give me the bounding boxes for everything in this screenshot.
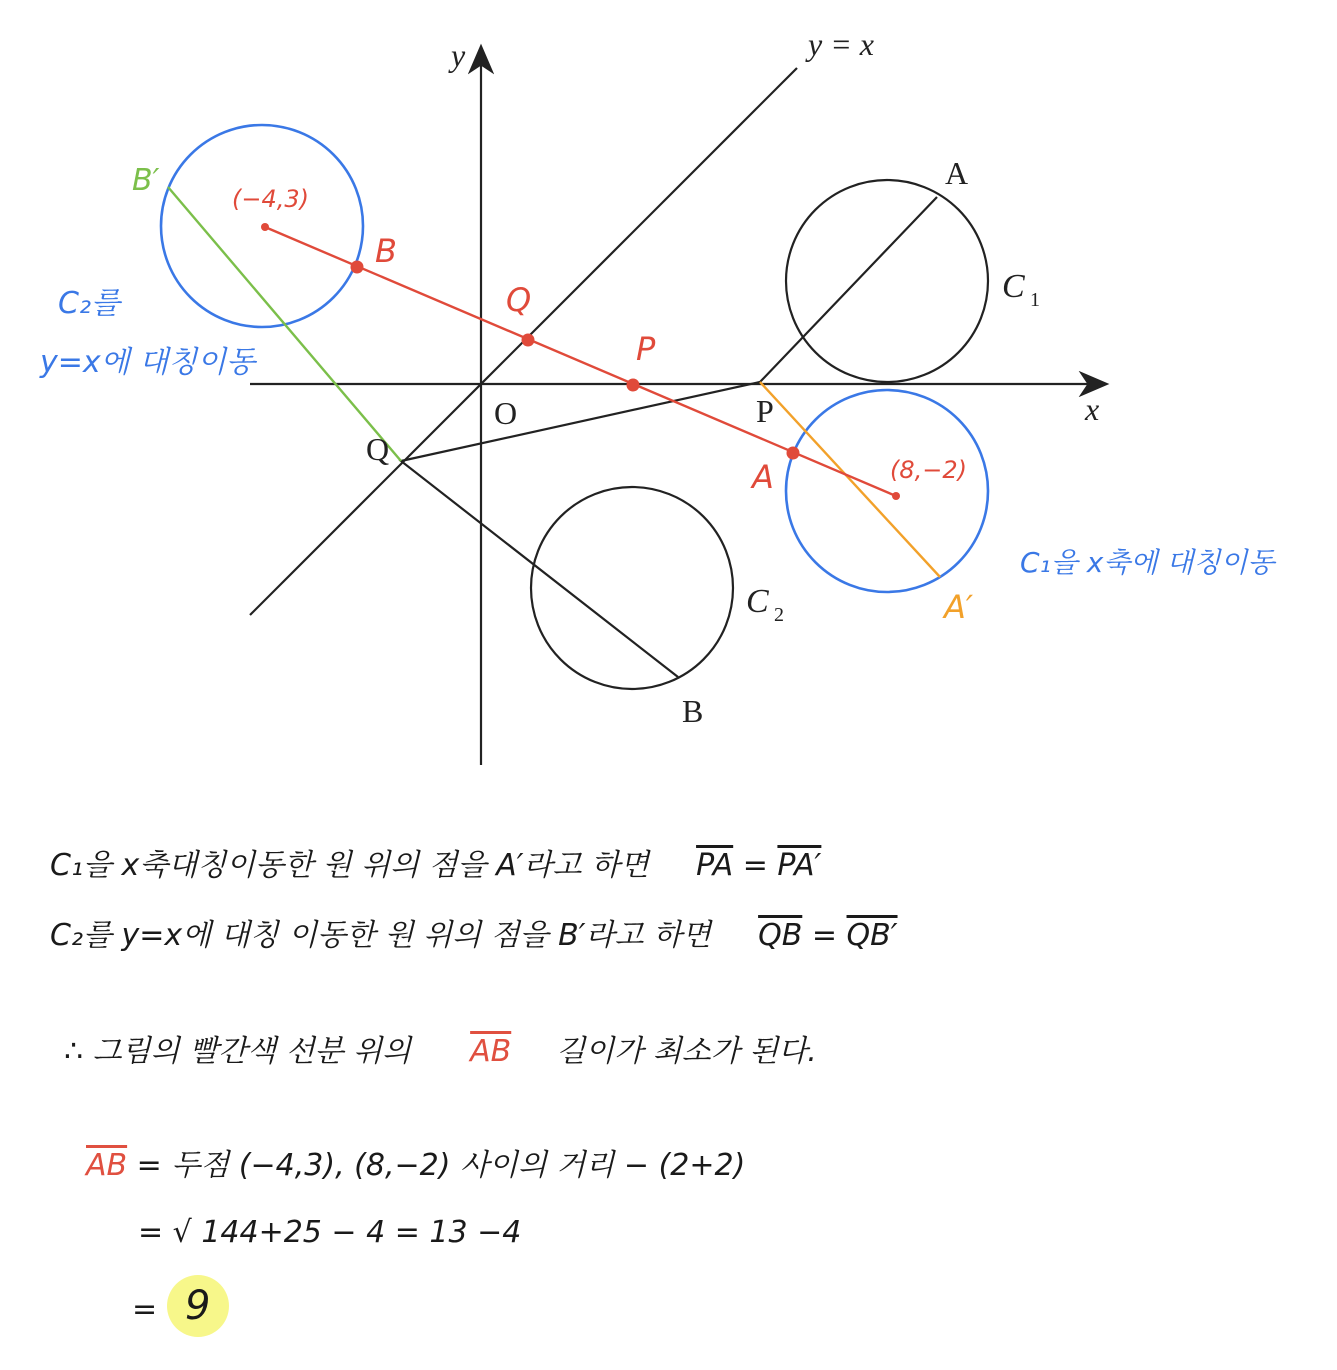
note-line-4 (86, 1140, 745, 1184)
label-circle-c2-sub: 2 (774, 604, 784, 626)
equals-sign-final: = (132, 1292, 158, 1327)
label-b-red: B (375, 232, 397, 270)
final-answer: 9 (167, 1275, 229, 1337)
label-axis-y: y (451, 37, 466, 73)
label-origin: O (494, 395, 518, 431)
label-point-q: Q (366, 431, 390, 467)
note-line-1 (50, 840, 821, 884)
label-q-red: Q (506, 281, 532, 319)
segment-ab-red: $\overline{AB}$ (86, 1148, 128, 1183)
note-blue-c2: C₂를 (58, 286, 120, 321)
label-a-red: A (752, 458, 774, 496)
note-line-2 (50, 910, 898, 954)
label-a-prime-orange: A′ (944, 588, 974, 626)
label-point-p: P (756, 393, 774, 429)
label-line-y-equals-x: y = x (808, 26, 874, 62)
label-point-a: A (945, 155, 969, 191)
segment-q-b-prime (168, 187, 401, 461)
label-point-b: B (682, 693, 704, 729)
equals-sign-1: = (742, 848, 768, 883)
label-center-left: (−4,3) (232, 185, 310, 213)
equals-sign-2: = (811, 918, 837, 953)
note-line-4-text: = 두점 (−4,3), (8,−2) 사이의 거리 − (2+2) (136, 1148, 746, 1183)
red-point-a (787, 447, 800, 460)
segment-qb: $\overline{QB}$ (758, 918, 803, 953)
label-axis-x: x (1085, 391, 1100, 427)
red-point-p (627, 379, 640, 392)
label-circle-c1: C (1002, 268, 1025, 305)
segment-pa-prime: PA′ (777, 848, 822, 883)
center-right-dot (892, 492, 900, 500)
label-circle-c2: C (746, 583, 769, 620)
note-line-3-post: 길이가 최소가 된다. (556, 1034, 817, 1069)
note-line-3-pre: ∴ 그림의 빨간색 선분 위의 (64, 1034, 412, 1069)
note-line-2-text: C₂를 y=x에 대칭 이동한 원 위의 점을 B′라고 하면 (50, 918, 711, 953)
label-p-red: P (636, 330, 656, 368)
segment-pa: $\overline{PA}$ (696, 848, 734, 883)
circle-c2 (531, 487, 733, 689)
circle-c1 (786, 180, 988, 382)
note-blue-reflect-yx: y=x에 대칭이동 (40, 345, 256, 380)
label-b-prime-green: B′ (132, 163, 160, 198)
red-point-q (522, 334, 535, 347)
note-line-6 (132, 1275, 229, 1337)
note-line-5-text: = √ 144+25 − 4 = 13 −4 (138, 1215, 522, 1250)
center-left-dot (261, 223, 269, 231)
label-circle-c1-sub: 1 (1030, 289, 1040, 311)
note-line-3 (64, 1026, 817, 1070)
segment-ab-highlight: $\overline{AB}$ (470, 1034, 512, 1069)
note-line-1-text: C₁을 x축대칭이동한 원 위의 점을 A′라고 하면 (50, 848, 649, 883)
solution-notes (0, 820, 1337, 1360)
note-line-5 (138, 1215, 521, 1250)
red-point-b (351, 261, 364, 274)
note-blue-reflect-x: C₁을 x축에 대칭이동 (1020, 546, 1275, 579)
segment-qb-prime: QB′ (846, 918, 898, 953)
label-center-right: (8,−2) (890, 456, 968, 484)
